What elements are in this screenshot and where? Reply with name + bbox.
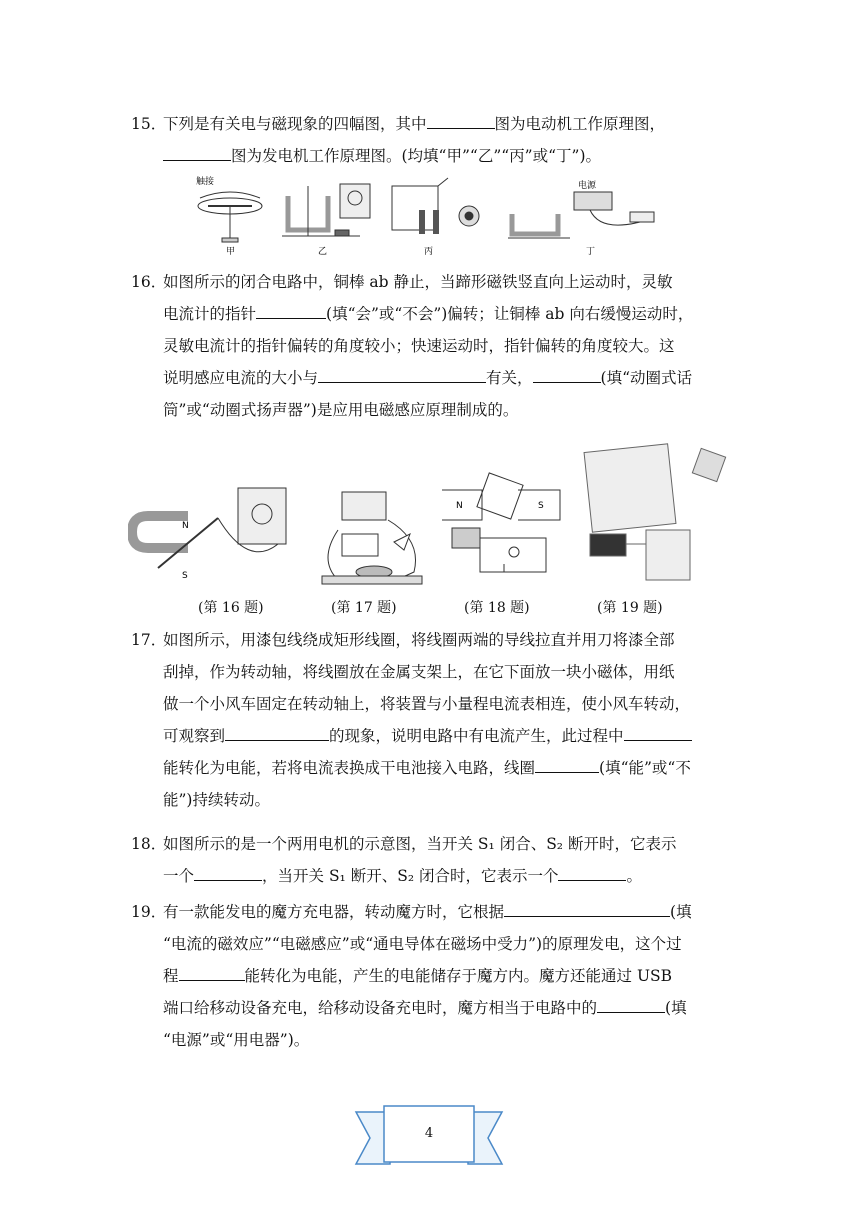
page-number-badge (354, 1102, 504, 1174)
caption-q18: (第 18 题) (464, 600, 530, 616)
question-number: 19． (131, 903, 167, 921)
question-18: 18． 如图所示的是一个两用电机的示意图，当开关 S₁ 闭合、S₂ 断开时，它表示 一个 ，当开关 S₁ 断开、S₂ 闭合时，它表示一个 。 (131, 828, 731, 892)
blank (256, 300, 326, 319)
blank (163, 142, 231, 161)
q17-figure (318, 490, 428, 590)
blank (194, 862, 262, 881)
caption-q17: (第 17 题) (331, 600, 397, 616)
svg-text:S: S (538, 501, 544, 511)
q19-figure (582, 440, 732, 588)
power-label: 电源 (578, 181, 597, 191)
fig-label-yi: 乙 (318, 247, 328, 257)
blank (427, 110, 495, 129)
question-15: 15． 下列是有关电与磁现象的四幅图，其中 图为电动机工作原理图， 图为发电机工作原理图。(均填“甲”“乙”“丙”或“丁”)。 (131, 108, 731, 172)
q15-figures (190, 176, 670, 258)
question-number: 16． (131, 273, 167, 291)
question-19: 19． 有一款能发电的魔方充电器，转动魔方时，它根据 (填 “电流的磁效应”“电磁感应”或“通电导体在磁场中受力”)的原理发电，这个过 程 能转化为电能，产生的电能储存于魔方内。魔方还能通过 USB 端口给移动设备充电，给移动设备充电时，魔方相当于电路中的 (填 “电源”或“用电器”)。 (131, 896, 731, 1056)
question-17: 17． 如图所示，用漆包线绕成矩形线圈，将线圈两端的导线拉直并用刀将漆全部 刮掉，作为转动轴，将线圈放在金属支架上，在它下面放一块小磁体，用纸 做一个小风车固定在转动轴上，将装置与小量程电流表相连，使小风车转动， 可观察到 的现象，说明电路中有电流产生，此过程中 能转化为电能，若将电流表换成干电池接入电路，线圈 (填“能”或“不 能”)持续转动。 (131, 624, 731, 816)
q18-figure (442, 468, 562, 586)
blank (318, 364, 486, 383)
question-16: 16． 如图所示的闭合电路中，铜棒 ab 静止，当蹄形磁铁竖直向上运动时，灵敏 电流计的指针 (填“会”或“不会”)偏转；让铜棒 ab 向右缓慢运动时， 灵敏电流计的指针偏转的角度较小；快速运动时，指针偏转的角度较大。这 说明感应电流的大小与 有关， (填“动圈式话 筒”或“动圈式扬声器”)是应用电磁感应原理制成的。 (131, 266, 731, 426)
fig-label-bing: 丙 (424, 247, 434, 257)
blank (558, 862, 626, 881)
question-number: 17． (131, 631, 167, 649)
blank (597, 994, 665, 1013)
svg-text:N: N (182, 521, 189, 531)
fig-label-jia: 甲 (226, 247, 236, 257)
blank (624, 722, 692, 741)
blank (179, 962, 245, 981)
svg-text:S: S (182, 571, 188, 581)
caption-q16: (第 16 题) (198, 600, 264, 616)
question-number: 15． (131, 115, 167, 133)
touch-label: 触接 (196, 177, 215, 187)
page-number: 4 (424, 1126, 434, 1141)
blank (504, 898, 670, 917)
caption-q19: (第 19 题) (597, 600, 663, 616)
svg-text:N: N (456, 501, 463, 511)
q16-figure (128, 478, 308, 588)
question-number: 18． (131, 835, 167, 853)
blank (535, 754, 599, 773)
blank (225, 722, 329, 741)
fig-label-ding: 丁 (586, 247, 596, 257)
blank (533, 364, 601, 383)
